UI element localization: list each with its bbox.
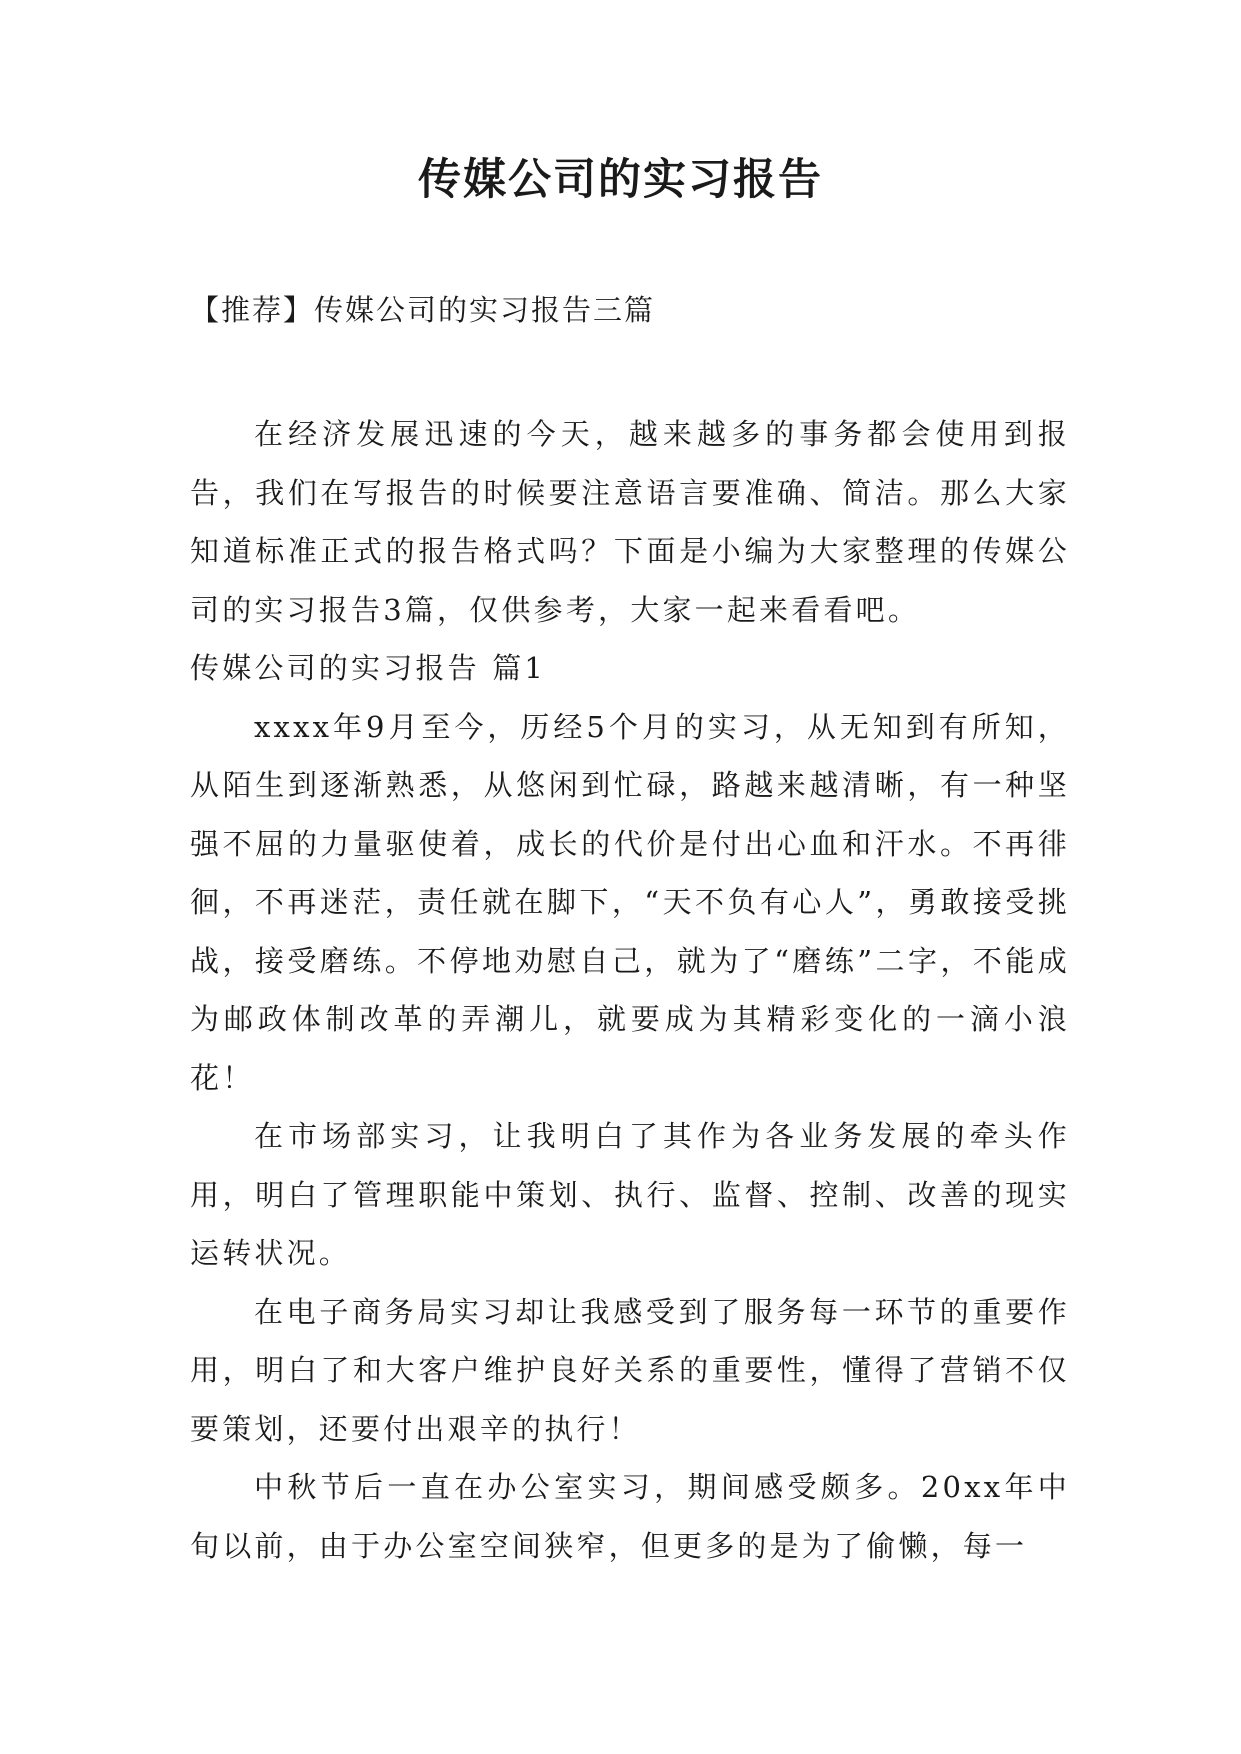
- page-title: 传媒公司的实习报告: [418, 155, 823, 205]
- document-body: [190, 405, 1070, 1575]
- paragraph-intro: 在经济发展迅速的今天，越来越多的事务都会使用到报告，我们在写报告的时候要注意语言要准确、简洁。那么大家知道标准正式的报告格式吗？下面是小编为大家整理的传媒公司的实习报告3篇，仅供参考，大家一起来看看吧。: [190, 417, 1070, 627]
- section-heading: 传媒公司的实习报告 篇1: [190, 651, 547, 685]
- paragraph: xxxx年9月至今，历经5个月的实习，从无知到有所知，从陌生到逐渐熟悉，从悠闲到忙碌，路越来越清晰，有一种坚强不屈的力量驱使着，成长的代价是付出心血和汗水。不再徘徊，不再迷茫，责任就在脚下，“天不负有心人”，勇敢接受挑战，接受磨练。不停地劝慰自己，就为了“磨练”二字，不能成为邮政体制改革的弄潮儿，就要成为其精彩变化的一滴小浪花！: [190, 709, 1070, 1095]
- paragraph: 中秋节后一直在办公室实习，期间感受颇多。20xx年中旬以前，由于办公室空间狭窄，但更多的是为了偷懒，每一: [190, 1470, 1070, 1563]
- paragraph: 在电子商务局实习却让我感受到了服务每一环节的重要作用，明白了和大客户维护良好关系的重要性，懂得了营销不仅要策划，还要付出艰辛的执行！: [190, 1294, 1070, 1446]
- document-subtitle: 【推荐】传媒公司的实习报告三篇: [190, 293, 656, 327]
- paragraph: 在市场部实习，让我明白了其作为各业务发展的牵头作用，明白了管理职能中策划、执行、监督、控制、改善的现实运转状况。: [190, 1119, 1070, 1270]
